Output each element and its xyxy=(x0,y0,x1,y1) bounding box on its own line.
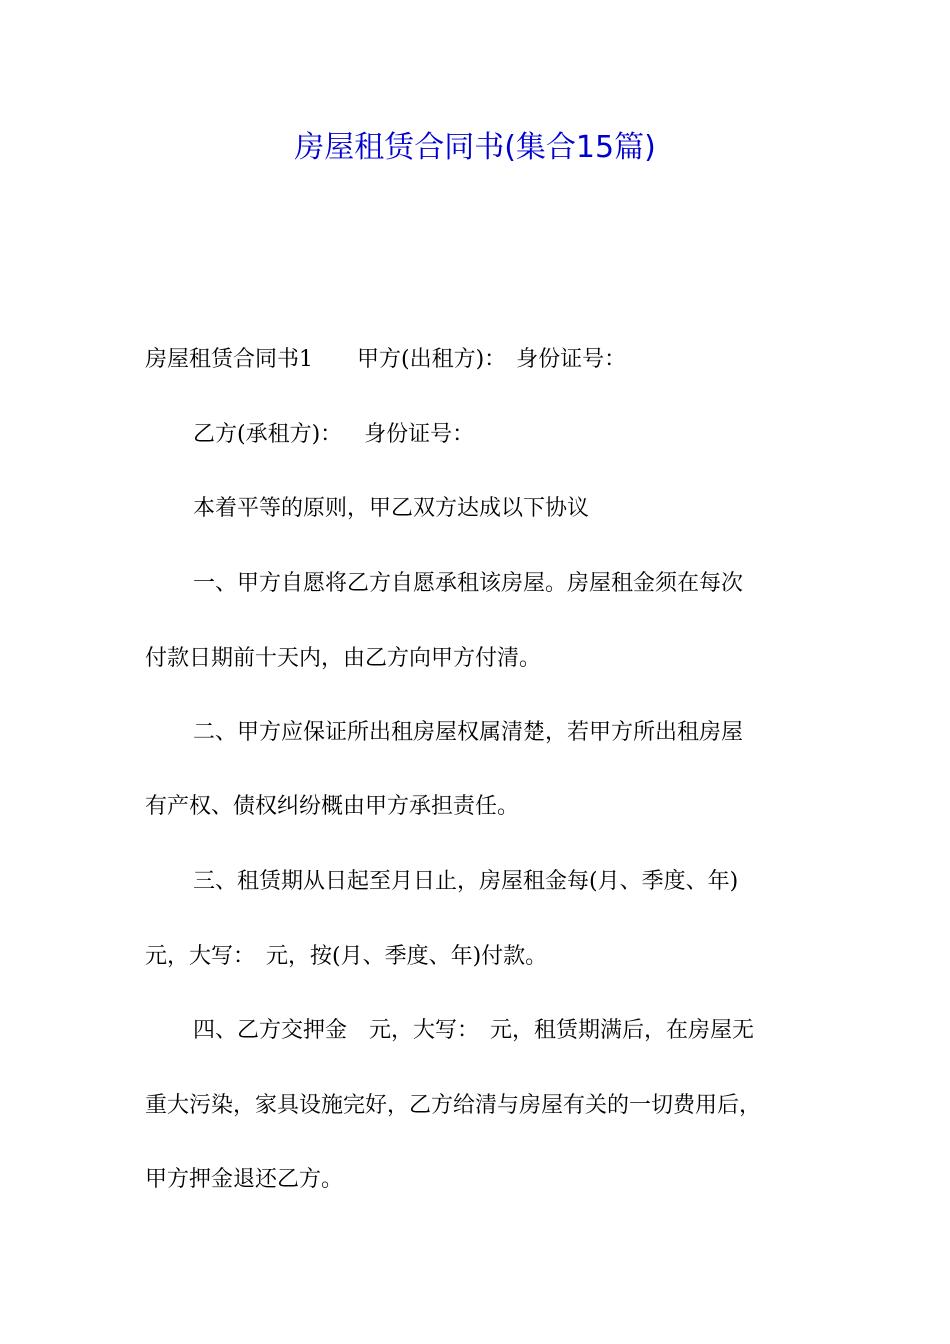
paragraph-1-line-2: 付款日期前十天内，由乙方向甲方付清。 xyxy=(145,646,542,671)
party-b-id-label: 身份证号： xyxy=(364,422,475,447)
paragraph-4-line-3: 甲方押金退还乙方。 xyxy=(145,1167,344,1192)
contract-number: 房屋租赁合同书1 xyxy=(145,347,313,372)
paragraph-1-line-1: 一、甲方自愿将乙方自愿承租该房屋。房屋租金须在每次 xyxy=(193,571,744,596)
paragraph-4-line-2: 重大污染，家具设施完好，乙方给清与房屋有关的一切费用后， xyxy=(145,1093,762,1118)
party-a-label: 甲方(出租方)： xyxy=(357,347,507,372)
paragraph-4-line-1: 四、乙方交押金 元，大写： 元，租赁期满后，在房屋无 xyxy=(193,1018,755,1043)
party-b-label: 乙方(承租方)： xyxy=(193,422,343,447)
party-b-line xyxy=(193,420,474,450)
paragraph-3-line-2: 元，大写： 元，按(月、季度、年)付款。 xyxy=(145,944,548,969)
paragraph-2-line-2: 有产权、债权纠纷概由甲方承担责任。 xyxy=(145,794,520,819)
contract-header-line xyxy=(145,345,626,375)
document-title: 房屋租赁合同书(集合15篇) xyxy=(294,130,656,165)
paragraph-2-line-1: 二、甲方应保证所出租房屋权属清楚，若甲方所出租房屋 xyxy=(193,720,744,745)
party-a-id-label: 身份证号： xyxy=(516,347,627,372)
paragraph-intro: 本着平等的原则，甲乙双方达成以下协议 xyxy=(193,496,590,521)
paragraph-3-line-1: 三、租赁期从日起至月日止，房屋租金每(月、季度、年) xyxy=(193,869,739,894)
